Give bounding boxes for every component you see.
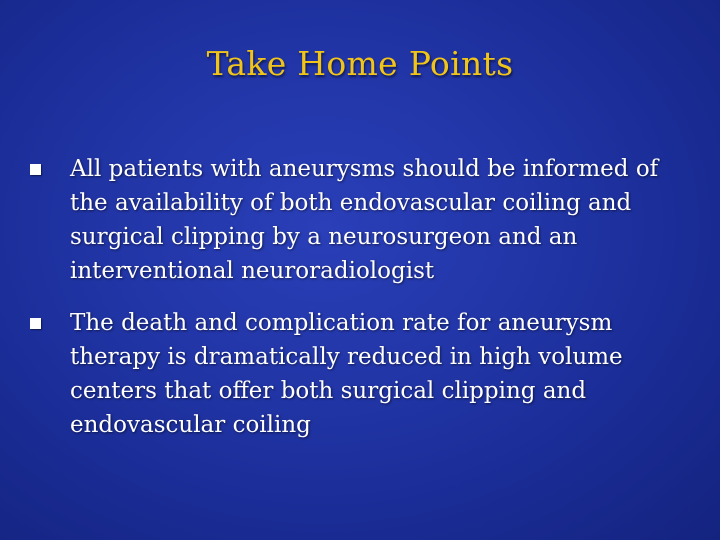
square-bullet-icon [30,318,41,329]
bullet-text: The death and complication rate for aneurysm therapy is dramatically reduced in high volume centers that offer both surgical clipping and endovascular coiling [70,310,623,438]
slide-title: Take Home Points [206,44,514,83]
square-bullet-icon [30,164,41,175]
bullet-text: All patients with aneurysms should be informed of the availability of both endovascular coiling and surgical clipping by a neurosurgeon and an interventional neuroradiologist [70,156,659,284]
bullet-item [24,306,684,442]
bullet-item [24,152,684,288]
bullet-list [24,152,684,442]
